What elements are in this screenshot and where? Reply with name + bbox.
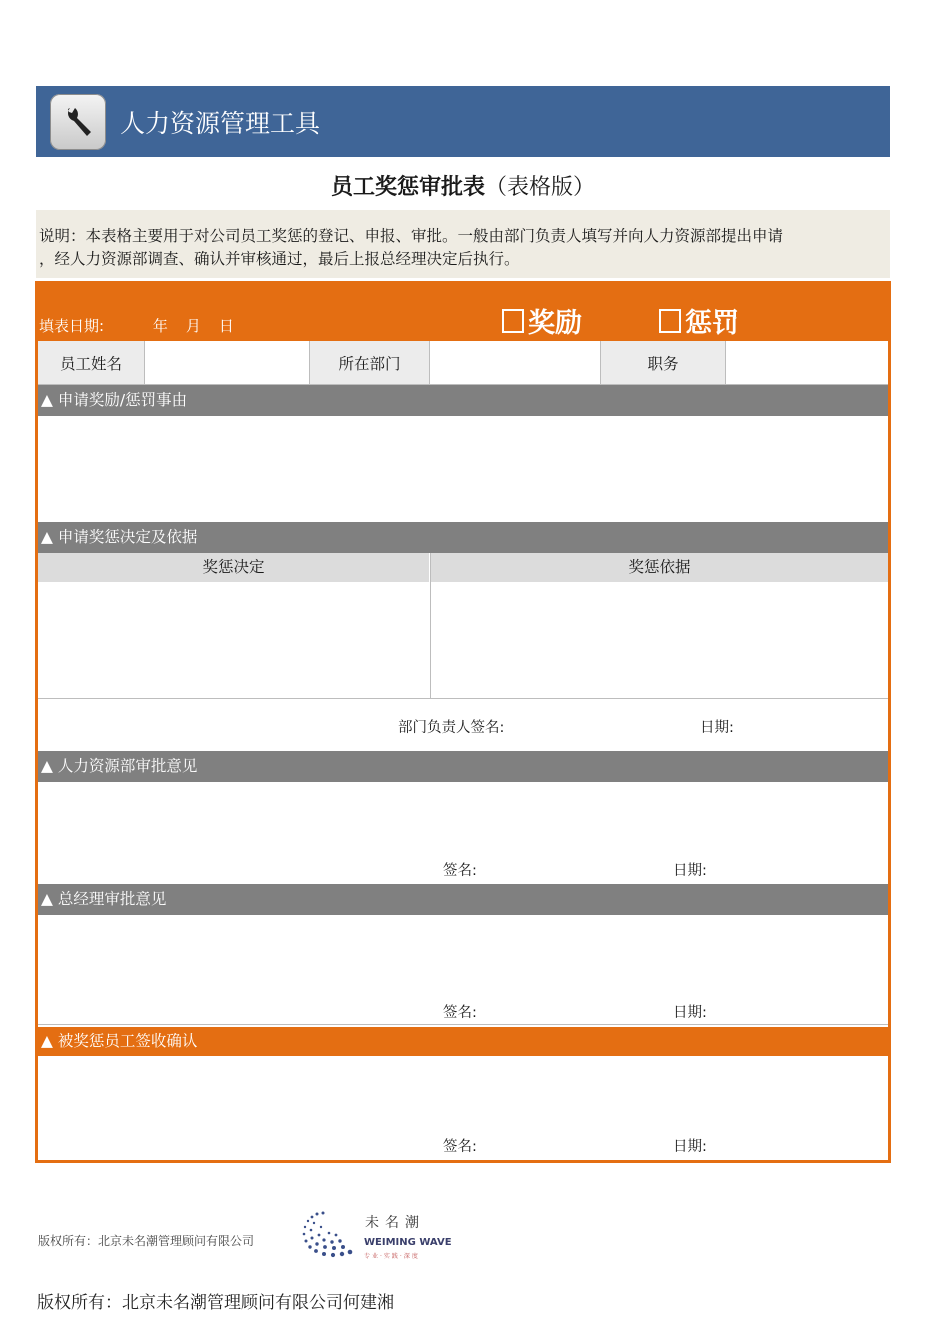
logo-en: WEIMING WAVE	[364, 1237, 452, 1248]
position-label: 职务	[601, 341, 726, 384]
dept-label: 所在部门	[310, 341, 430, 384]
hr-date-label: 日期:	[673, 863, 707, 879]
copyright-small: 版权所有：北京未名潮管理顾问有限公司	[38, 1234, 255, 1248]
confirm-sign-label: 签名:	[443, 1139, 477, 1155]
employee-info-row	[38, 341, 888, 385]
penalty-label: 惩罚	[685, 308, 739, 339]
gm-sign-label: 签名:	[443, 1005, 477, 1021]
section-reason: ▲ 申请奖励/惩罚事由	[38, 385, 888, 416]
basis-header: 奖惩依据	[431, 553, 888, 582]
reward-label: 奖励	[528, 308, 582, 339]
decision-header: 奖惩决定	[38, 553, 429, 582]
form-title-main: 员工奖惩审批表	[330, 175, 485, 200]
divider	[38, 1024, 888, 1025]
note-line-2: ，经人力资源部调查、确认并审核通过，最后上报总经理决定后执行。	[39, 250, 520, 268]
logo-tagline: 专业·实践·深度	[364, 1253, 420, 1260]
employee-name-label: 员工姓名	[38, 341, 145, 384]
checkbox-icon	[659, 309, 681, 333]
logo-cn: 未名潮	[365, 1215, 425, 1231]
hr-sign-label: 签名:	[443, 863, 477, 879]
form-title-suffix: （表格版）	[485, 175, 596, 200]
dept-head-date-label: 日期:	[700, 720, 734, 736]
section-confirm: ▲ 被奖惩员工签收确认	[38, 1027, 888, 1056]
copyright-big: 版权所有：北京未名潮管理顾问有限公司何建湘	[37, 1293, 394, 1313]
form-title	[36, 170, 890, 201]
section-hr: ▲ 人力资源部审批意见	[38, 751, 888, 782]
dept-field[interactable]	[430, 341, 601, 384]
employee-name-field[interactable]	[145, 341, 310, 384]
section-gm: ▲ 总经理审批意见	[38, 884, 888, 915]
fill-date-fields[interactable]: 年 月 日	[152, 317, 234, 335]
position-field[interactable]	[726, 341, 888, 384]
gm-date-label: 日期:	[673, 1005, 707, 1021]
fill-date	[39, 315, 252, 336]
dept-head-sign-label: 部门负责人签名:	[398, 720, 505, 736]
note-line-1: 说明：本表格主要用于对公司员工奖惩的登记、申报、审批。一般由部门负责人填写并向人力资源部提出申请	[39, 227, 784, 245]
confirm-date-label: 日期:	[673, 1139, 707, 1155]
app-title: 人力资源管理工具	[120, 108, 321, 138]
basis-field[interactable]	[431, 582, 888, 698]
fill-date-label: 填表日期:	[39, 317, 105, 335]
decision-field[interactable]	[38, 582, 429, 698]
wrench-icon	[50, 94, 106, 150]
reward-checkbox[interactable]	[502, 301, 582, 340]
checkbox-icon	[502, 309, 524, 333]
section-decision: ▲ 申请奖惩决定及依据	[38, 522, 888, 553]
penalty-checkbox[interactable]	[659, 301, 739, 340]
instruction-note	[36, 210, 890, 278]
app-banner	[36, 86, 890, 157]
divider	[38, 698, 888, 699]
reason-field[interactable]	[38, 416, 888, 522]
